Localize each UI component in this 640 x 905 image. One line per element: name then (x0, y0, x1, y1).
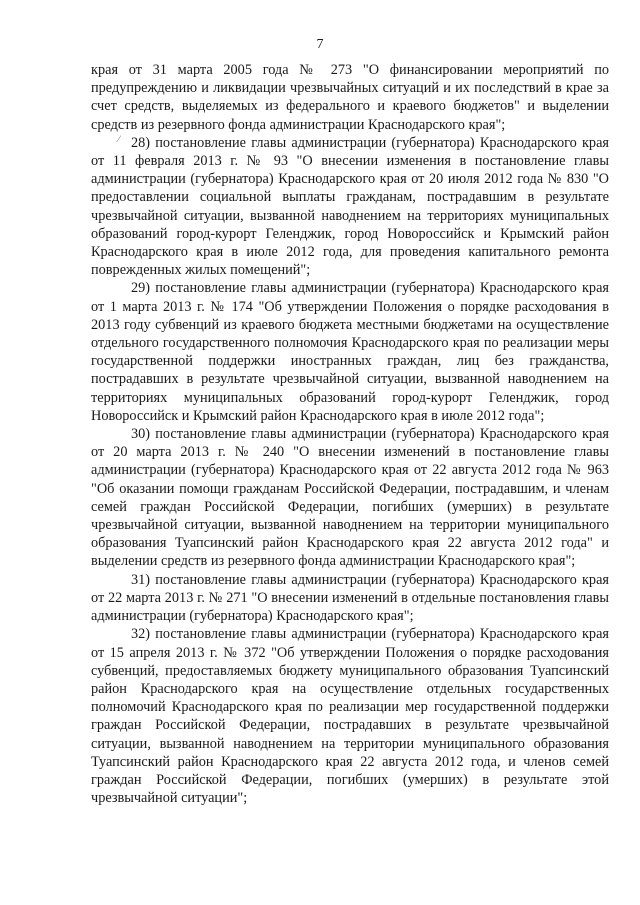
paragraph-item-31: 31) постановление главы администрации (губернатора) Краснодарского края от 22 марта 2013 г. № 271 "О внесении изменений в отдельные постановления главы администрации (губернатора) Краснодарского края"; (91, 571, 609, 625)
document-body (91, 61, 609, 807)
page-number: 7 (316, 37, 324, 52)
paragraph-item-30: 30) постановление главы администрации (губернатора) Краснодарского края от 20 марта 2013 г. № 240 "О внесении изменений в постановление главы администрации (губернатора) Краснодарского края от 22 августа 2012 года № 963 "Об оказании помощи гражданам Российской Федерации, пострадавшим, и членам семей граждан Российской Федерации, погибших (умерших) в результате чрезвычайной ситуации, вызванной наводнением на территории муниципального образования Туапсинский район Краснодарского края 22 августа 2012 года" и выделении средств из резервного фонда администрации Краснодарского края"; (91, 426, 609, 570)
paragraph-item-32: 32) постановление главы администрации (губернатора) Краснодарского края от 15 апреля 2013 г. № 372 "Об утверждении Положения о порядке расходования субвенций, предоставляемых бюджету муниципального образования Туапсинский район Краснодарского края на осуществление отдельных государственных полномочий Краснодарского края по реализации мер государственной поддержки граждан Российской Федерации, пострадавших в результате чрезвычайной ситуации, вызванной наводнением на территории муниципального образования Туапсинский район Краснодарского края 22 августа 2012 года, и членов семей граждан Российской Федерации, погибших (умерших) в результате этой чрезвычайной ситуации"; (91, 626, 609, 807)
paragraph-item-28: 28) постановление главы администрации (губернатора) Краснодарского края от 11 февраля 2013 г. № 93 "О внесении изменения в постановление главы администрации (губернатора) Краснодарского края от 20 июля 2012 года № 830 "О предоставлении социальной выплаты гражданам, пострадавшим в результате чрезвычайной ситуации, вызванной наводнением на территориях муниципальных образований город-курорт Геленджик, город Новороссийск и Крымский район Краснодарского края в июле 2012 года, для проведения капитального ремонта поврежденных жилых помещений"; (91, 134, 609, 279)
pen-mark-icon: ⁄ (118, 134, 120, 144)
paragraph-item-29: 29) постановление главы администрации (губернатора) Краснодарского края от 1 марта 2013 г. № 174 "Об утверждении Положения о порядке расходования в 2013 году субвенций из краевого бюджета местными бюджетами на осуществление отдельного государственного полномочия Краснодарского края по реализации меры государственной поддержки иностранных граждан, лиц без гражданства, пострадавших в результате чрезвычайной ситуации, вызванной наводнением на территориях муниципальных образований город-курорт Геленджик, город Новороссийск и Крымский район Краснодарского края в июле 2012 года"; (91, 280, 609, 424)
paragraph-continuation: края от 31 марта 2005 года № 273 "О финансировании мероприятий по предупреждению и ликвидации чрезвычайных ситуаций и их последствий в крае за счет средств, выделяемых из федерального и краевого бюджетов" и выделении средств из резервного фонда администрации Краснодарского края"; (91, 62, 609, 133)
